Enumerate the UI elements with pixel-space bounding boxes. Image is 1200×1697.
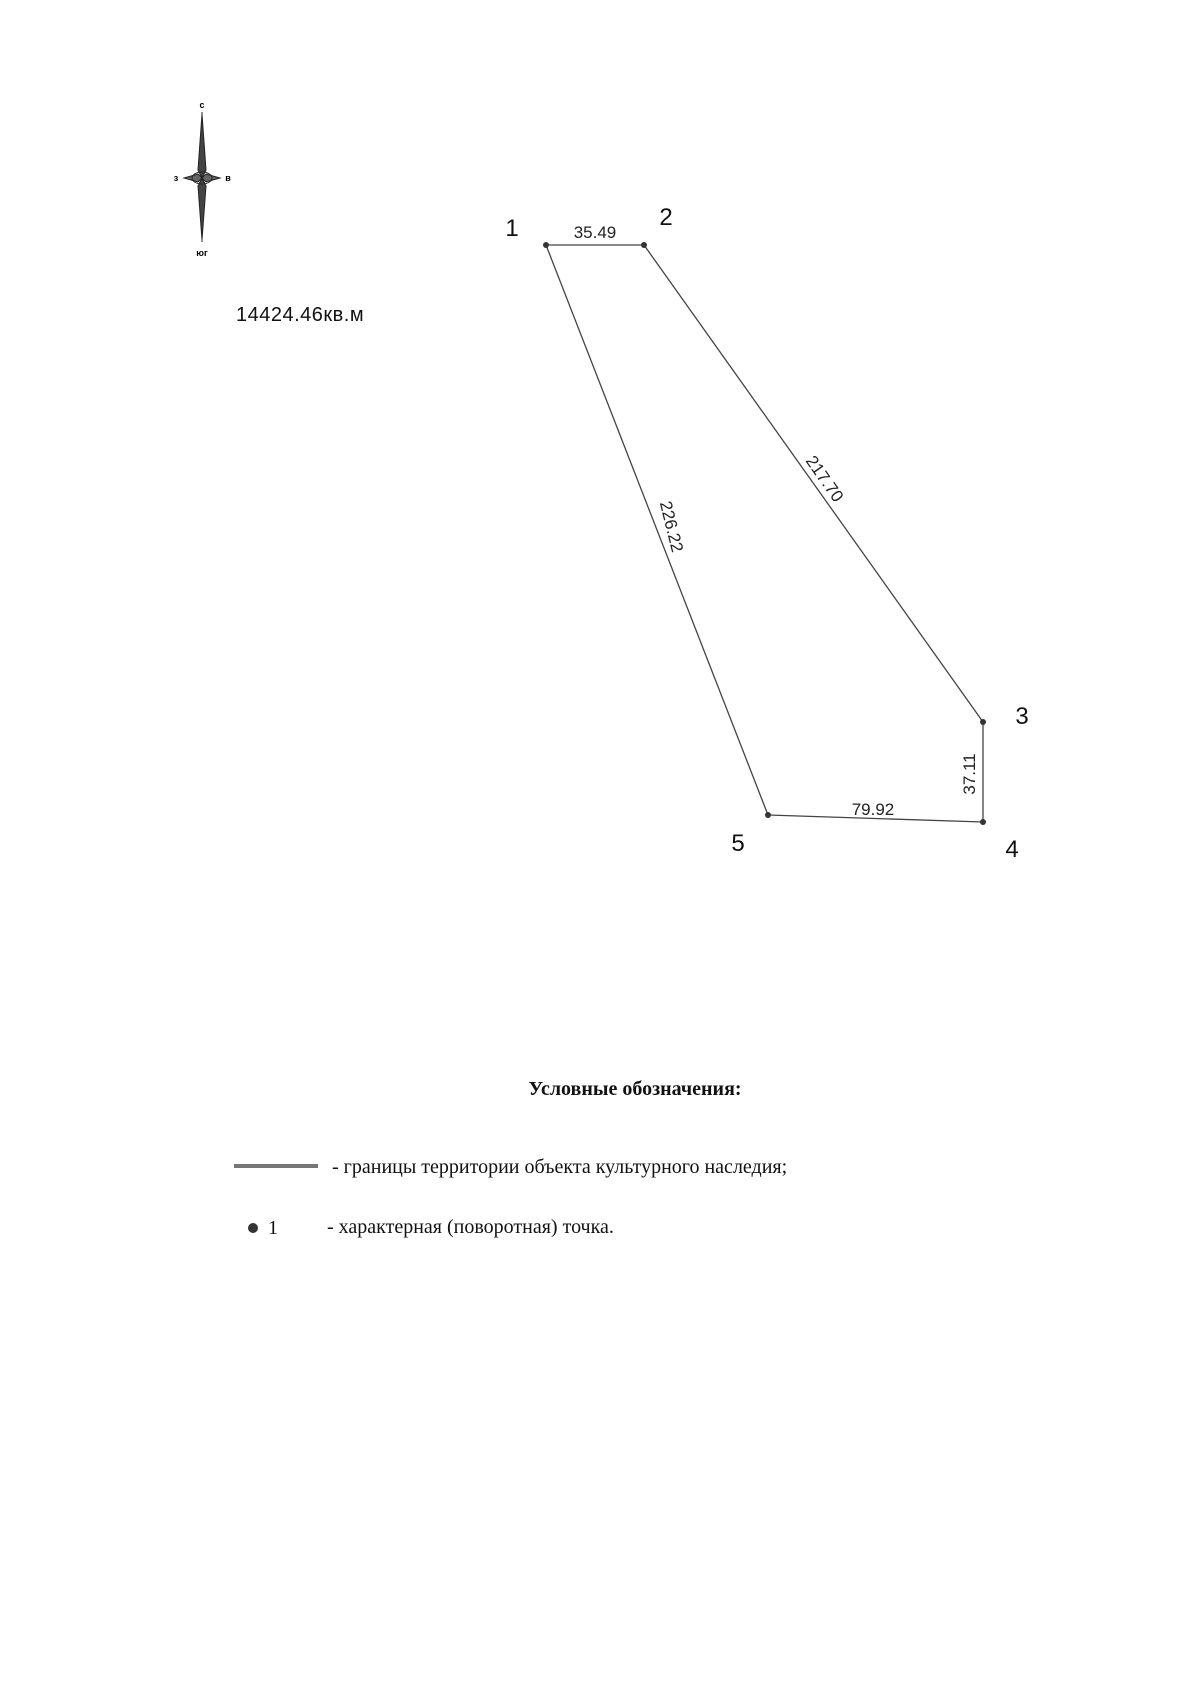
legend-point-dot-icon (248, 1223, 258, 1233)
boundary-segments (546, 223, 983, 822)
segment-length-label: 217.70 (801, 452, 848, 506)
point-number-label: 3 (1015, 703, 1029, 730)
point-number-label: 5 (731, 830, 745, 857)
turning-point-3 (980, 719, 986, 725)
compass-west-label: з (173, 173, 179, 183)
boundary-segment-2-3 (644, 245, 983, 722)
compass-north-label: с (199, 100, 205, 110)
turning-point-1 (543, 242, 549, 248)
turning-point-4 (980, 819, 986, 825)
segment-length-label: 35.49 (573, 223, 617, 242)
point-number-label: 1 (505, 215, 519, 242)
turning-point-5 (765, 812, 771, 818)
compass-south-label: юг (196, 248, 208, 258)
legend-point-number: 1 (268, 1217, 278, 1239)
boundary-points (505, 204, 1028, 863)
legend-boundary-text: - границы территории объекта культурного наследия; (332, 1156, 788, 1178)
compass-east-label: в (225, 173, 231, 183)
legend-point-text: - характерная (поворотная) точка. (327, 1216, 614, 1238)
legend-title: Условные обозначения: (528, 1078, 742, 1100)
point-number-label: 2 (659, 204, 673, 231)
segment-length-label: 226.22 (655, 499, 687, 555)
point-number-label: 4 (1005, 836, 1019, 863)
area-label: 14424.46кв.м (236, 304, 365, 326)
boundary-segment-5-1 (546, 245, 768, 815)
legend-boundary-line-icon (234, 1164, 318, 1168)
segment-length-label: 79.92 (851, 800, 895, 819)
segment-length-label: 37.11 (960, 753, 979, 795)
turning-point-2 (641, 242, 647, 248)
